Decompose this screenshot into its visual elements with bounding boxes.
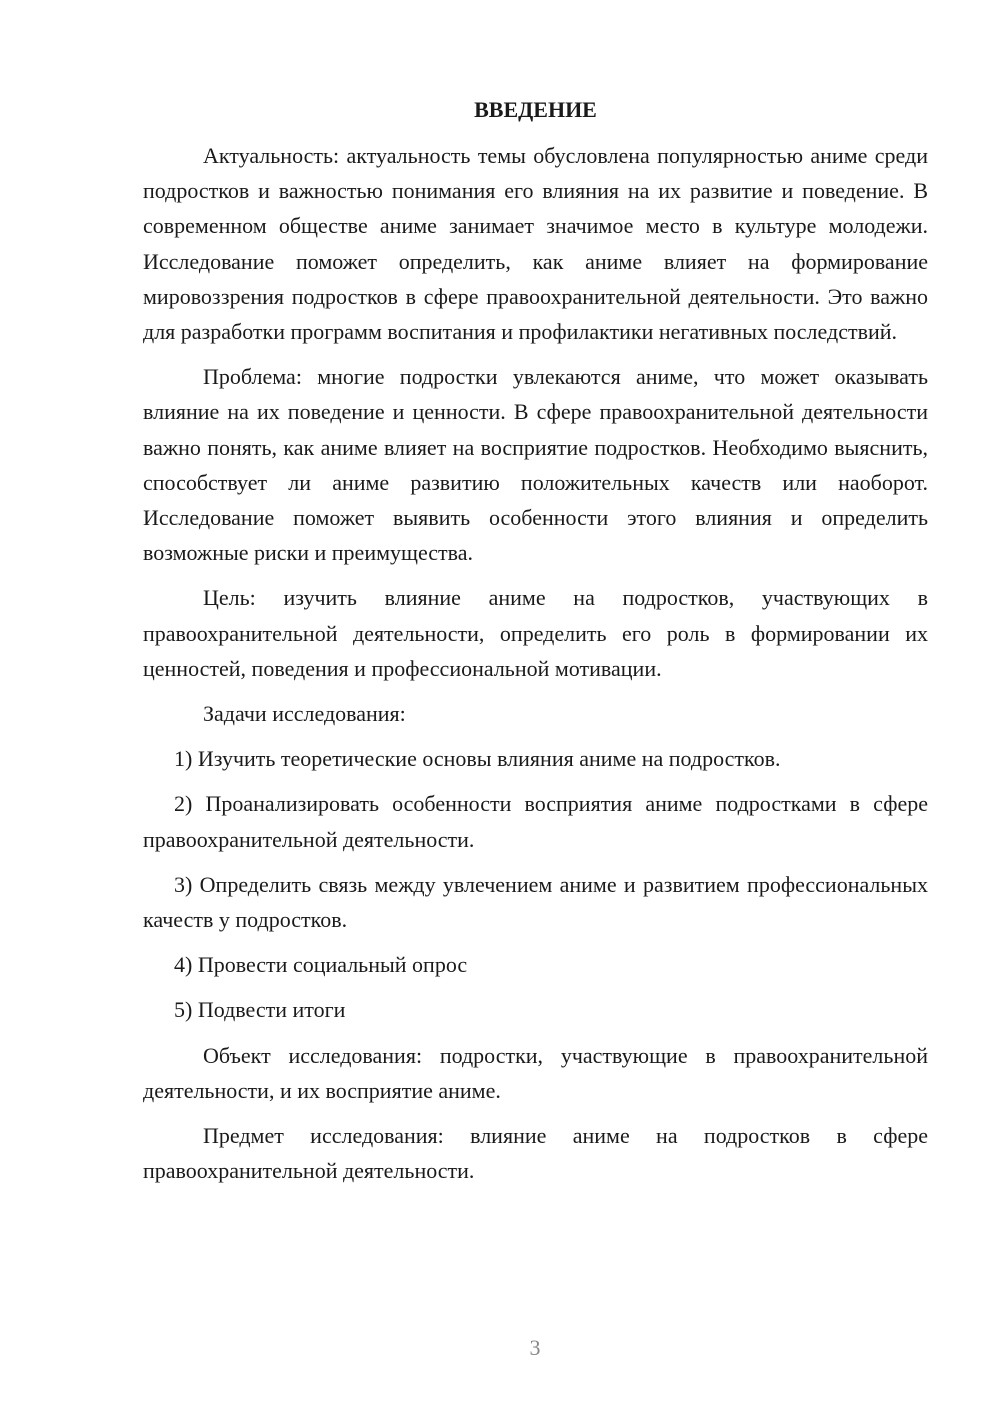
task-item-4: 4) Провести социальный опрос — [174, 952, 468, 978]
page-number: 3 — [529, 1335, 541, 1360]
tasks-heading: Задачи исследования: — [203, 701, 406, 727]
paragraph-goal: Цель: изучить влияние аниме на подростков, участвующих в правоохранительной деятельности, определить его роль в формировании их ценностей, поведения и профессиональной мотивации. — [143, 585, 928, 681]
task-item-3: 3) Определить связь между увлечением аниме и развитием профессиональных качеств у подростков. — [143, 871, 928, 933]
paragraph-relevance: Актуальность: актуальность темы обусловлена популярностью аниме среди подростков и важностью понимания его влияния на их развитие и поведение. В современном обществе аниме занимает значимое место в культуре молодежи. Исследование поможет определить, как аниме влияет на формирование мировоззрения подростков в сфере правоохранительной деятельности. Это важно для разработки программ воспитания и профилактики негативных последствий. — [143, 143, 928, 345]
paragraph-problem: Проблема: многие подростки увлекаются аниме, что может оказывать влияние на их поведение и ценности. В сфере правоохранительной деятельности важно понять, как аниме влияет на восприятие подростков. Необходимо выяснить, способствует ли аниме развитию положительных качеств или наоборот. Исследование поможет выявить особенности этого влияния и определить возможные риски и преимущества. — [143, 364, 928, 566]
task-item-5: 5) Подвести итоги — [174, 997, 346, 1023]
task-item-1: 1) Изучить теоретические основы влияния аниме на подростков. — [174, 746, 781, 772]
task-item-2: 2) Проанализировать особенности восприятия аниме подростками в сфере правоохранительной деятельности. — [143, 791, 928, 852]
paragraph-object: Объект исследования: подростки, участвующие в правоохранительной деятельности, и их восприятие аниме. — [143, 1042, 928, 1103]
document-page — [143, 92, 928, 1198]
paragraph-subject: Предмет исследования: влияние аниме на подростков в сфере правоохранительной деятельности. — [143, 1123, 928, 1184]
section-title: ВВЕДЕНИЕ — [474, 97, 597, 122]
